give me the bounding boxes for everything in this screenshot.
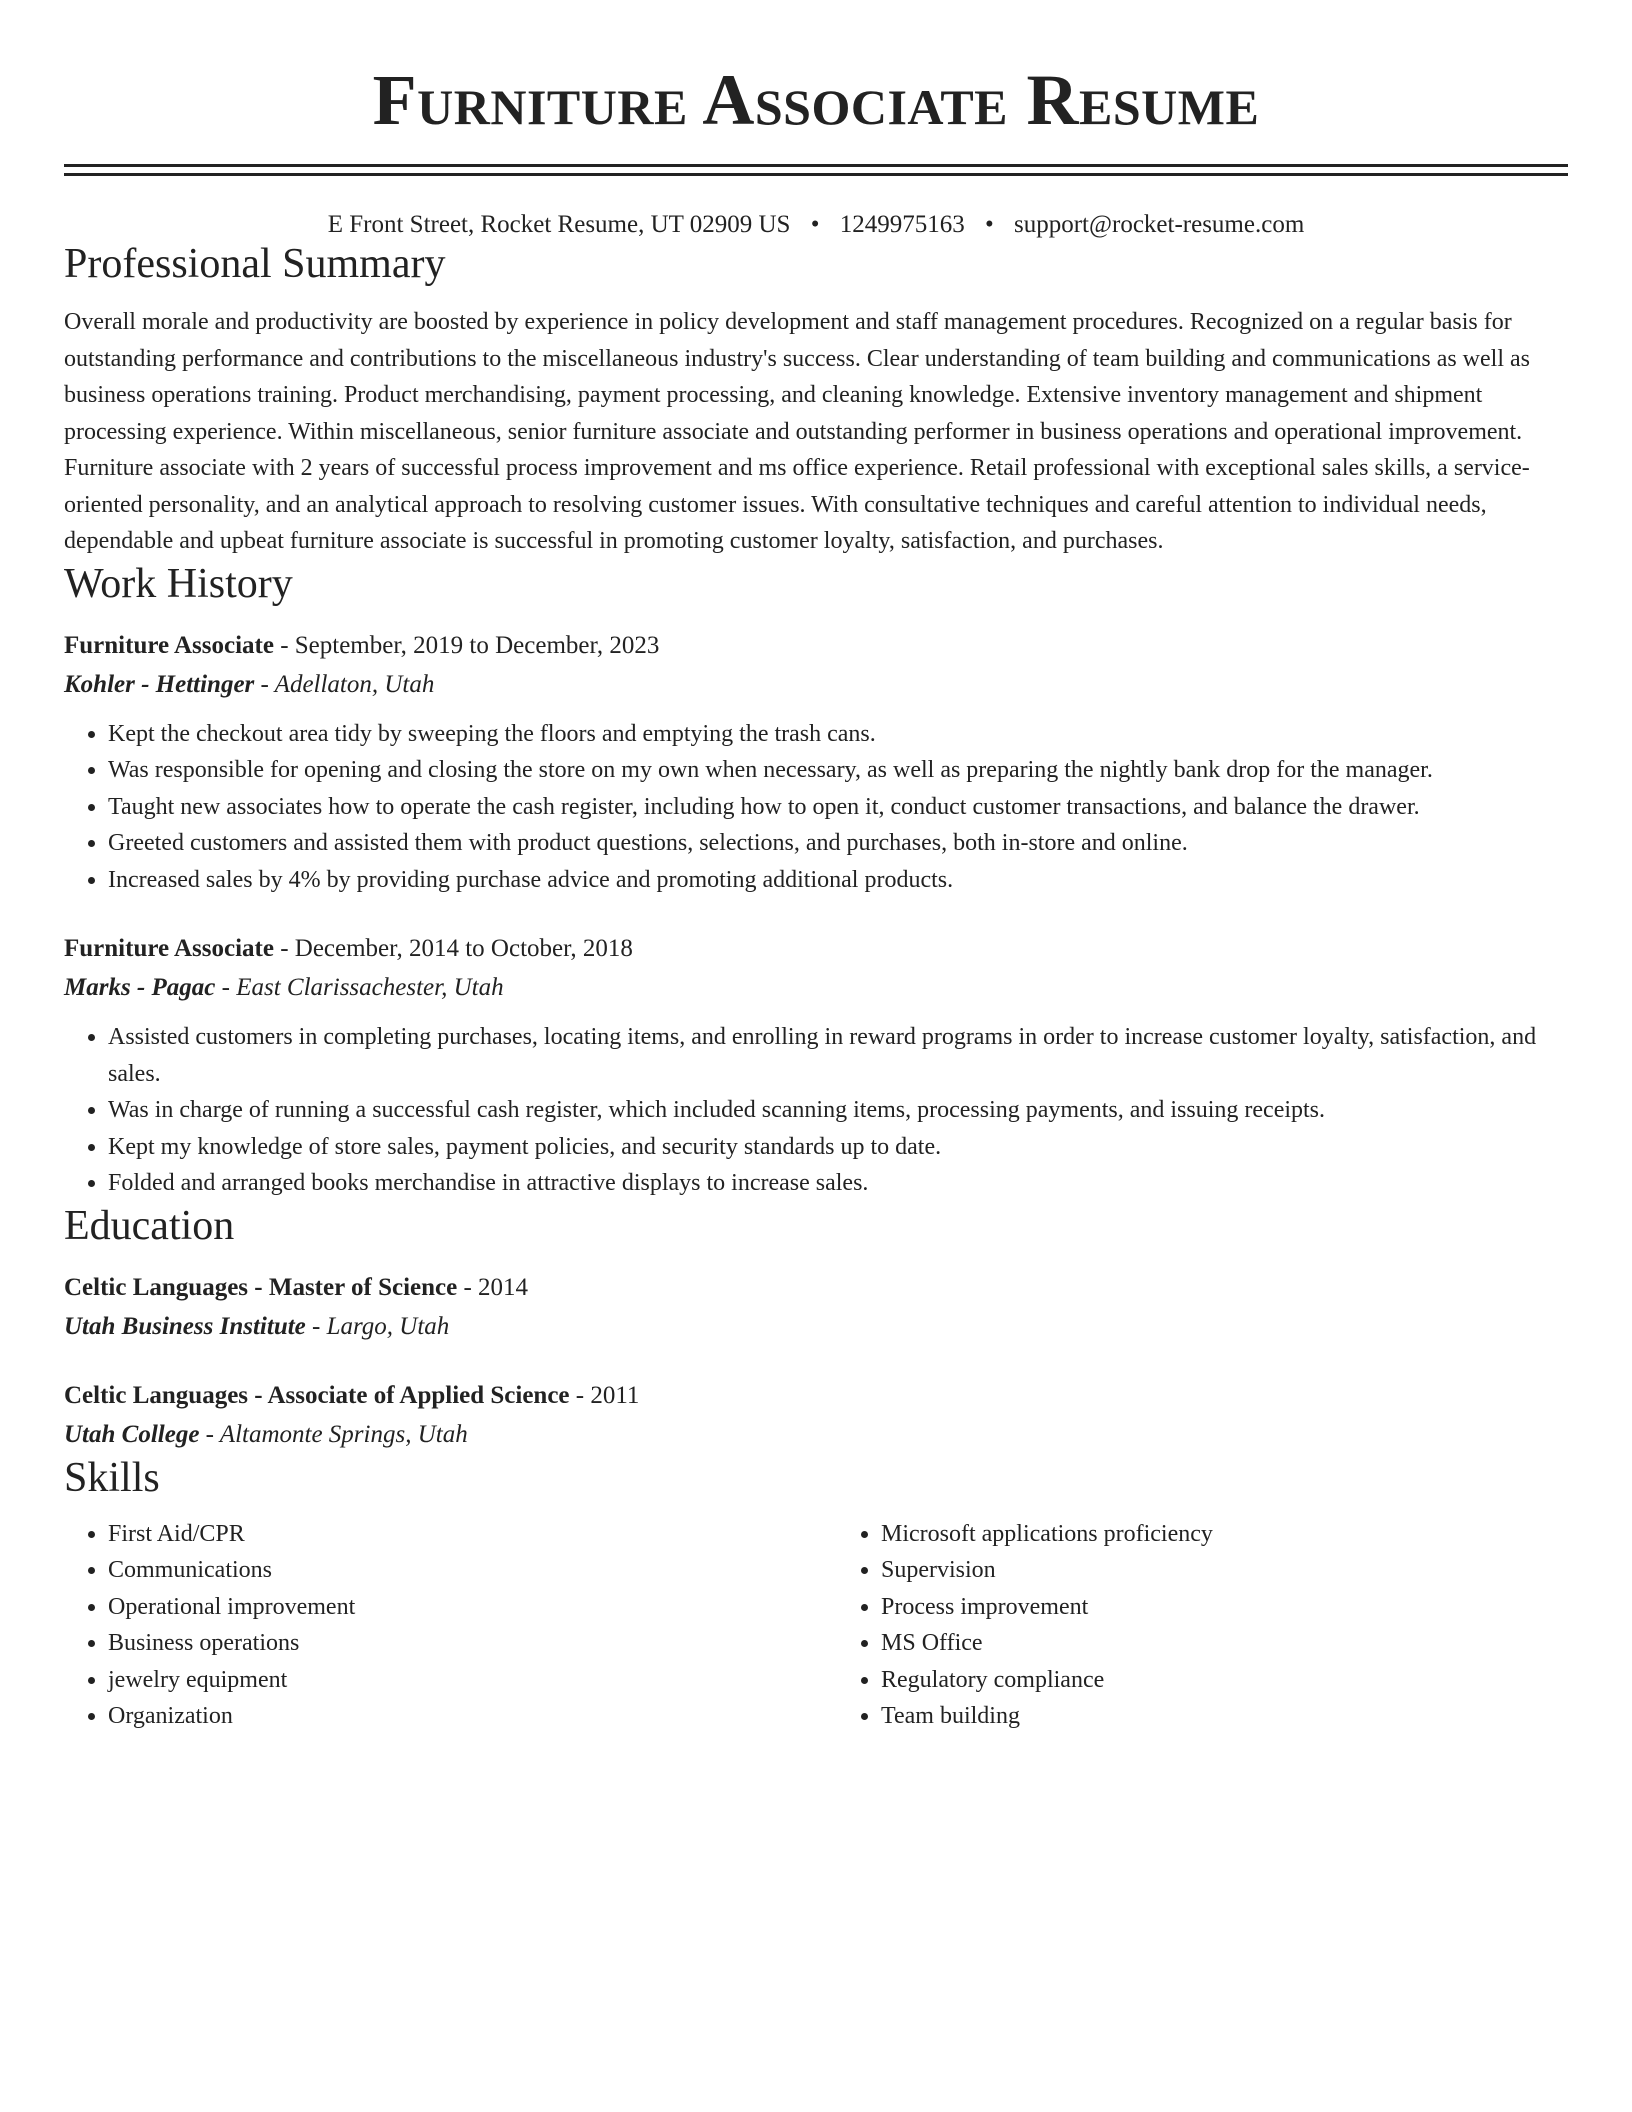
job-location: - Adellaton, Utah <box>254 670 435 698</box>
education-degree: Celtic Languages - Associate of Applied Science <box>64 1381 570 1409</box>
skills-columns <box>64 1516 1568 1735</box>
job-bullets <box>64 716 1568 899</box>
list-item: • Communications <box>108 1552 795 1589</box>
job-location: - East Clarissachester, Utah <box>215 974 504 1001</box>
contact-separator: • <box>984 211 994 238</box>
job-title: Furniture Associate <box>64 935 274 962</box>
education-degree-line <box>64 1268 1568 1307</box>
job-title-line <box>64 626 1568 665</box>
skills-heading: Skills <box>64 1454 160 1501</box>
list-item: • jewelry equipment <box>108 1662 795 1699</box>
job-title: Furniture Associate <box>64 631 274 659</box>
education-entry <box>64 1268 1568 1346</box>
list-item: • Regulatory compliance <box>881 1662 1568 1699</box>
job-dates: - September, 2019 to December, 2023 <box>273 631 660 659</box>
education-year: - 2011 <box>569 1381 640 1409</box>
contact-line <box>64 210 1568 240</box>
education-location: - Largo, Utah <box>305 1312 450 1340</box>
education-school: Utah College <box>64 1420 200 1448</box>
list-item: • Kept the checkout area tidy by sweeping the floors and emptying the trash cans. <box>108 716 1568 753</box>
list-item: • Was responsible for opening and closing the store on my own when necessary, as well as preparing the nightly bank drop for the manager. <box>108 752 1568 789</box>
work-history-heading: Work History <box>64 560 293 607</box>
list-item: • Organization <box>108 1698 795 1735</box>
summary-text: Overall morale and productivity are boosted by experience in policy development and staff management procedures. Recognized on a regular basis for outstanding performance and contributions to the miscellaneous industry's success. Clear understanding of team building and communications as well as business operations training. Product merchandising, payment processing, and cleaning knowledge. Extensive inventory management and shipment processing experience. Within miscellaneous, senior furniture associate and outstanding performer in business operations and operational improvement. Furniture associate with 2 years of successful process improvement and ms office experience. Retail professional with exceptional sales skills, a service-oriented personality, and an analytical approach to resolving customer issues. With consultative techniques and careful attention to individual needs, dependable and upbeat furniture associate is successful in promoting customer loyalty, satisfaction, and purchases. <box>64 309 1530 554</box>
title-divider-bottom <box>64 173 1568 176</box>
list-item: • Folded and arranged books merchandise in attractive displays to increase sales. <box>108 1165 1568 1202</box>
contact-address: E Front Street, Rocket Resume, UT 02909 US <box>327 211 791 238</box>
job-entry <box>64 929 1568 1202</box>
list-item: • Greeted customers and assisted them with product questions, selections, and purchases, both in-store and online. <box>108 825 1568 862</box>
skills-list-left <box>64 1516 795 1735</box>
contact-email: support@rocket-resume.com <box>1013 211 1305 238</box>
list-item: • Process improvement <box>881 1589 1568 1626</box>
list-item: • Was in charge of running a successful cash register, which included scanning items, processing payments, and issuing receipts. <box>108 1092 1568 1129</box>
education-entry <box>64 1376 1568 1454</box>
resume-title: Furniture Associate Resume <box>372 60 1260 140</box>
job-company-line <box>64 665 1568 704</box>
job-dates: - December, 2014 to October, 2018 <box>273 935 633 962</box>
list-item: • Operational improvement <box>108 1589 795 1626</box>
list-item: • MS Office <box>881 1625 1568 1662</box>
job-bullets <box>64 1019 1568 1202</box>
list-item: • Assisted customers in completing purchases, locating items, and enrolling in reward programs in order to increase customer loyalty, satisfaction, and sales. <box>108 1019 1568 1092</box>
title-divider-top <box>64 164 1568 167</box>
education-degree: Celtic Languages - Master of Science <box>64 1273 458 1301</box>
list-item: • Kept my knowledge of store sales, payment policies, and security standards up to date. <box>108 1129 1568 1166</box>
summary-heading: Professional Summary <box>64 241 446 287</box>
job-company: Marks - Pagac <box>64 974 216 1001</box>
list-item: • Increased sales by 4% by providing purchase advice and promoting additional products. <box>108 862 1568 899</box>
list-item: • Taught new associates how to operate the cash register, including how to open it, conduct customer transactions, and balance the drawer. <box>108 789 1568 826</box>
job-title-line <box>64 929 1568 968</box>
list-item: • Business operations <box>108 1625 795 1662</box>
job-company: Kohler - Hettinger <box>64 670 255 698</box>
list-item: • Microsoft applications proficiency <box>881 1516 1568 1553</box>
list-item: • First Aid/CPR <box>108 1516 795 1553</box>
contact-separator: • <box>810 211 820 238</box>
education-year: - 2014 <box>457 1273 529 1301</box>
education-degree-line <box>64 1376 1568 1415</box>
education-school-line <box>64 1415 1568 1454</box>
job-entry <box>64 626 1568 899</box>
education-school-line <box>64 1307 1568 1346</box>
list-item: • Team building <box>881 1698 1568 1735</box>
job-company-line <box>64 968 1568 1007</box>
education-heading: Education <box>64 1202 235 1249</box>
education-school: Utah Business Institute <box>64 1312 306 1340</box>
skills-list-right <box>795 1516 1568 1735</box>
education-location: - Altamonte Springs, Utah <box>199 1420 468 1448</box>
contact-phone: 1249975163 <box>839 211 965 238</box>
list-item: • Supervision <box>881 1552 1568 1589</box>
